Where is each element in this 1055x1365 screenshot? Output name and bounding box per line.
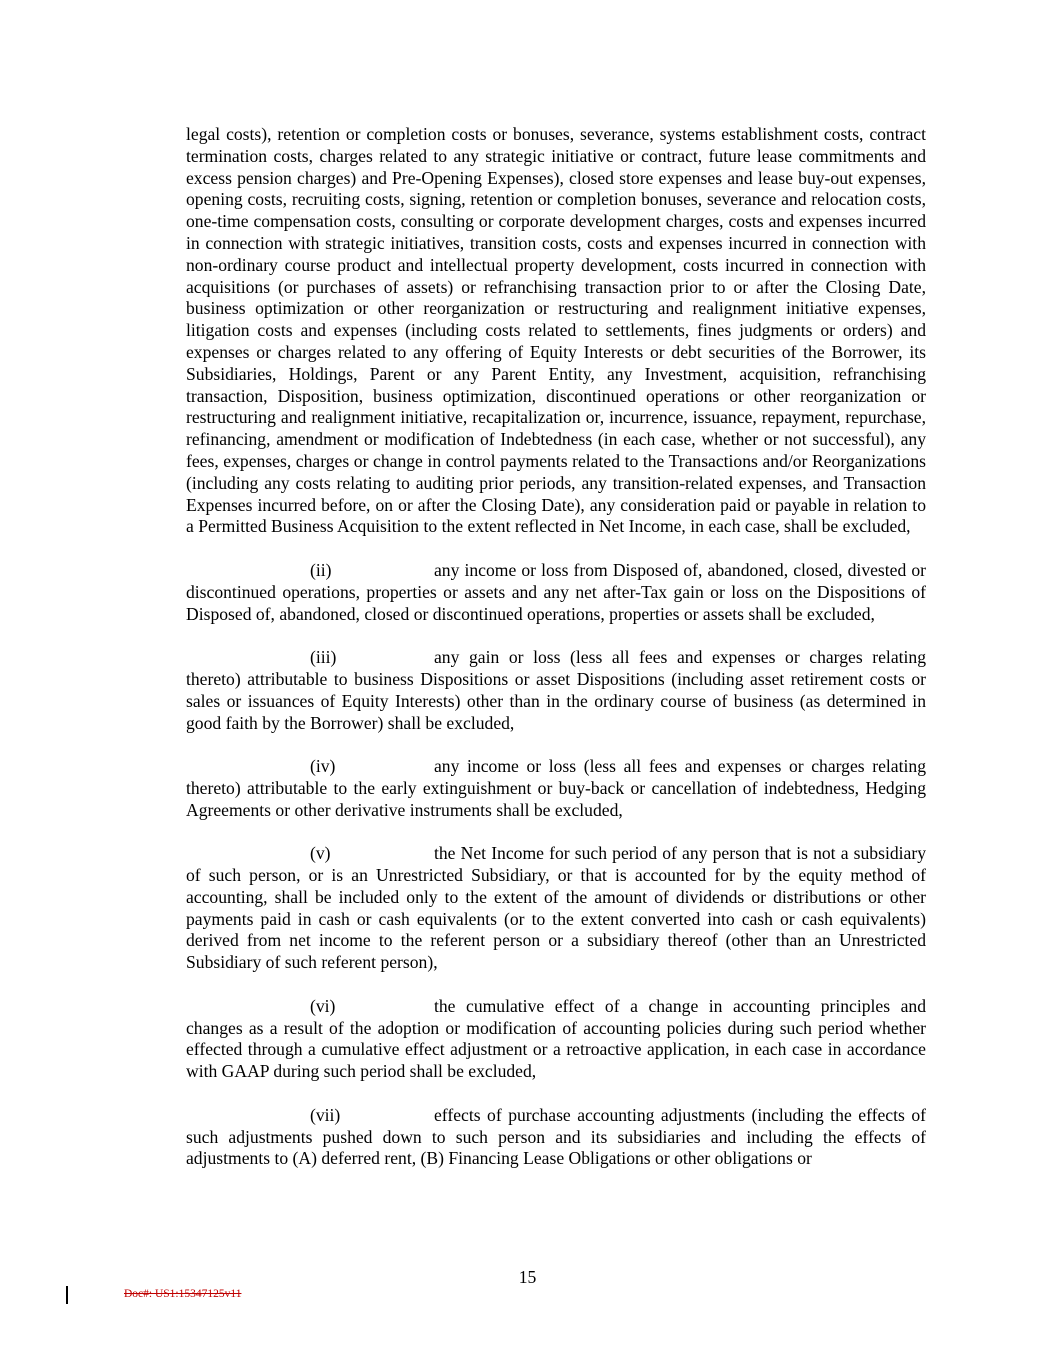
clause-text: effects of purchase accounting adjustments (including the effects of such adjustments pushed down to such person and its subsidiaries and including the effects of adjustments to (A) deferred rent, (B) Financing Lease Obligations or other obligations or bbox=[186, 1104, 926, 1169]
clause-iii bbox=[186, 647, 926, 734]
body-text bbox=[186, 124, 926, 1192]
clause-iv bbox=[186, 756, 926, 821]
clause-text: the cumulative effect of a change in accounting principles and changes as a result of the adoption or modification of accounting policies during such period whether effected through a cumulative effect adjustment or a retroactive application, in each case in accordance with GAAP during such period shall be excluded, bbox=[186, 995, 926, 1082]
clause-text: any gain or loss (less all fees and expenses or charges relating thereto) attributable to business Dispositions or asset Dispositions (including asset retirement costs or sales or issuances of Equity Interests) other than in the ordinary course of business (as determined in good faith by the Borrower) shall be excluded, bbox=[186, 647, 926, 733]
document-id-footer: Doc#: US1:15347125v11 bbox=[124, 1288, 242, 1300]
clause-ii bbox=[186, 560, 926, 625]
clause-vi bbox=[186, 996, 926, 1083]
clause-number: (ii) bbox=[310, 559, 332, 580]
clause-v bbox=[186, 843, 926, 974]
revision-change-bar bbox=[66, 1286, 68, 1304]
clause-text: the Net Income for such period of any person that is not a subsidiary of such person, or is an Unrestricted Subsidiary, or that is accounted for by the equity method of accounting, shall be included only to the extent of the amount of dividends or distributions or other payments paid in cash or cash equivalents (or to the extent converted into cash or cash equivalents) derived from net income to the referent person or a subsidiary thereof (other than an Unrestricted Subsidiary of such referent person), bbox=[186, 843, 926, 973]
clause-vii bbox=[186, 1105, 926, 1170]
clause-number: (iv) bbox=[310, 756, 336, 777]
clause-text: any income or loss (less all fees and expenses or charges relating thereto) attributable to the early extinguishment or buy-back or cancellation of indebtedness, Hedging Agreements or other derivative instruments shall be excluded, bbox=[186, 756, 926, 820]
clause-number: (v) bbox=[310, 843, 331, 864]
intro-paragraph: legal costs), retention or completion costs or bonuses, severance, systems establishment costs, contract termination costs, charges related to any strategic initiative or contract, future lease commitments and excess pension charges) and Pre-Opening Expenses), closed store expenses and lease buy-out expenses, opening costs, recruiting costs, signing, retention or completion bonuses, severance and relocation costs, one-time compensation costs, consulting or corporate development charges, costs and expenses incurred in connection with strategic initiatives, transition costs, costs and expenses incurred in connection with non-ordinary course product and intellectual property development, costs incurred in connection with acquisitions (or purchases of assets) or refranchising transaction prior to or after the Closing Date, business optimization or other reorganization or restructuring and realignment initiative expenses, litigation costs and expenses (including costs related to settlements, fines judgments or orders) and expenses or charges related to any offering of Equity Interests or debt securities of the Borrower, its Subsidiaries, Holdings, Parent or any Parent Entity, any Investment, acquisition, refranchising transaction, Disposition, business optimization, discontinued operations or other reorganization or restructuring and realignment initiative, recapitalization or, incurrence, issuance, repayment, repurchase, refinancing, amendment or modification of Indebtedness (in each case, whether or not successful), any fees, expenses, charges or change in control payments related to the Transactions and/or Reorganizations (including any costs relating to auditing prior periods, any transition-related expenses, and Transaction Expenses incurred before, on or after the Closing Date), any consideration paid or payable in relation to a Permitted Business Acquisition to the extent reflected in Net Income, in each case, shall be excluded, bbox=[186, 124, 926, 537]
clause-number: (vi) bbox=[310, 995, 336, 1016]
clause-number: (vii) bbox=[310, 1104, 341, 1125]
page-number: 15 bbox=[518, 1267, 537, 1287]
clause-text: any income or loss from Disposed of, abandoned, closed, divested or discontinued operations, properties or assets and any net after-Tax gain or loss on the Dispositions of Disposed of, abandoned, closed or discontinued operations, properties or assets shall be excluded, bbox=[186, 559, 926, 624]
clause-number: (iii) bbox=[310, 647, 337, 668]
